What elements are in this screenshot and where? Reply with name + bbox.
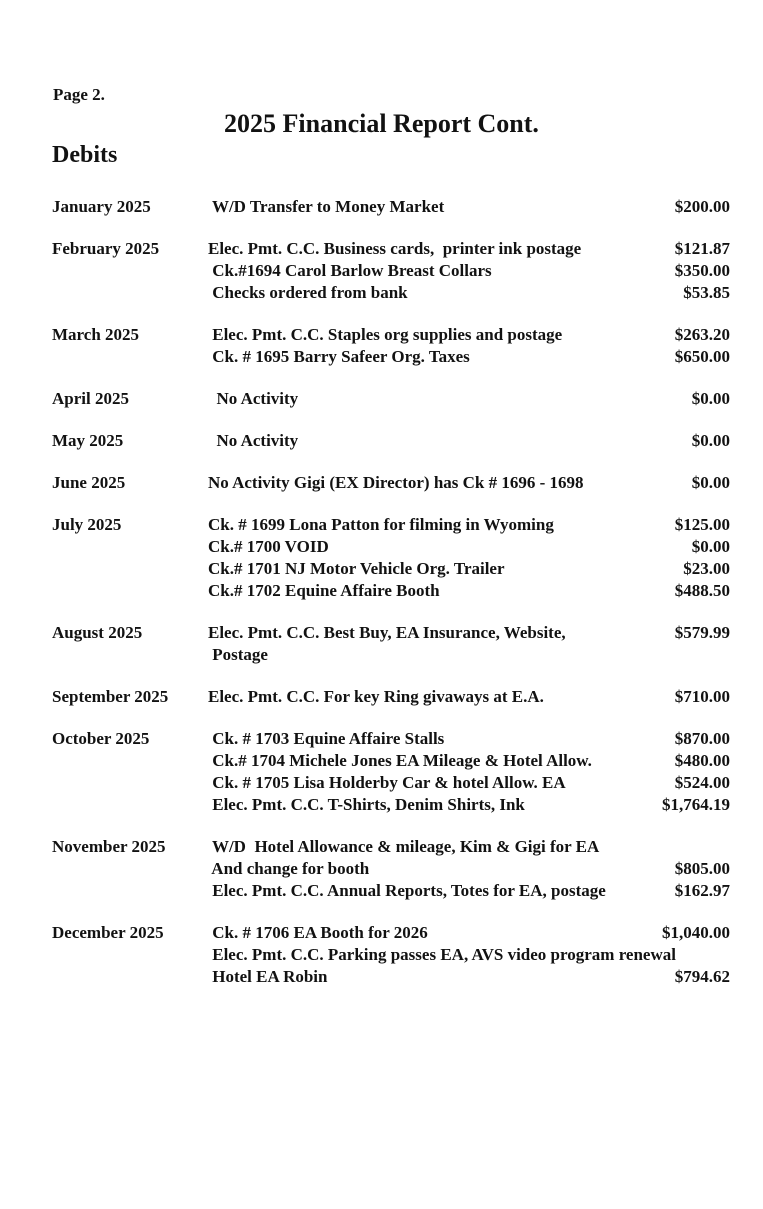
month-group <box>52 388 730 410</box>
month-rows <box>208 622 730 666</box>
month-group <box>52 514 730 602</box>
debit-amount: $0.00 <box>691 389 730 408</box>
month-group <box>52 686 730 708</box>
debit-amount: $650.00 <box>674 347 730 366</box>
debit-description: Hotel EA Robin <box>208 967 328 986</box>
month-group <box>52 622 730 666</box>
debit-row <box>208 728 730 750</box>
debit-amount: $23.00 <box>683 559 730 578</box>
debit-row <box>208 966 730 988</box>
month-rows <box>208 728 730 816</box>
debit-description: Ck.# 1704 Michele Jones EA Mileage & Hotel Allow. <box>208 751 592 770</box>
debit-amount: $0.00 <box>691 537 730 556</box>
month-label: July 2025 <box>52 515 122 534</box>
month-label: January 2025 <box>52 197 151 216</box>
debit-row <box>208 880 730 902</box>
debit-row <box>208 644 730 666</box>
month-label: May 2025 <box>52 431 124 450</box>
month-group <box>52 324 730 368</box>
debit-amount: $579.99 <box>674 623 730 642</box>
month-rows <box>208 472 730 494</box>
debit-amount: $53.85 <box>683 283 730 302</box>
debit-row <box>208 558 730 580</box>
debit-amount: $125.00 <box>674 515 730 534</box>
month-label: April 2025 <box>52 389 129 408</box>
debit-row <box>208 686 730 708</box>
debit-amount: $263.20 <box>674 325 730 344</box>
debit-description: Ck. # 1705 Lisa Holderby Car & hotel Allow. EA <box>208 773 566 792</box>
section-heading-debits: Debits <box>52 142 118 168</box>
month-rows <box>208 238 730 304</box>
debit-description: No Activity <box>208 431 299 450</box>
month-label: August 2025 <box>52 623 143 642</box>
page-number-label: Page 2. <box>53 85 105 104</box>
month-rows <box>208 922 730 988</box>
debit-amount: $488.50 <box>674 581 730 600</box>
month-rows <box>208 514 730 602</box>
month-rows <box>208 196 730 218</box>
page-title: 2025 Financial Report Cont. <box>224 109 539 138</box>
debit-amount: $350.00 <box>674 261 730 280</box>
debit-amount: $0.00 <box>691 473 730 492</box>
debit-description: Ck.#1694 Carol Barlow Breast Collars <box>208 261 492 280</box>
debit-description: Elec. Pmt. C.C. For key Ring givaways at E.A. <box>208 687 544 706</box>
month-label: June 2025 <box>52 473 126 492</box>
month-group <box>52 922 730 988</box>
debit-amount: $162.97 <box>674 881 730 900</box>
debit-row <box>208 196 730 218</box>
debit-row <box>208 536 730 558</box>
debit-row <box>208 472 730 494</box>
debit-amount: $200.00 <box>674 197 730 216</box>
month-label: October 2025 <box>52 729 150 748</box>
debit-amount: $0.00 <box>691 431 730 450</box>
debit-description: Elec. Pmt. C.C. Parking passes EA, AVS video program renewal <box>208 945 676 964</box>
debit-row <box>208 346 730 368</box>
month-label: November 2025 <box>52 837 166 856</box>
debits-entry-list <box>52 196 730 988</box>
debit-row <box>208 794 730 816</box>
month-label: March 2025 <box>52 325 140 344</box>
debit-description: Ck.# 1702 Equine Affaire Booth <box>208 581 440 600</box>
debit-row <box>208 622 730 644</box>
month-rows <box>208 686 730 708</box>
debit-row <box>208 514 730 536</box>
month-group <box>52 196 730 218</box>
debit-description: W/D Transfer to Money Market <box>208 197 445 216</box>
month-rows <box>208 430 730 452</box>
debit-description: No Activity Gigi (EX Director) has Ck # 1696 - 1698 <box>208 473 584 492</box>
month-group <box>52 728 730 816</box>
debit-row <box>208 238 730 260</box>
month-rows <box>208 324 730 368</box>
month-label: December 2025 <box>52 923 164 942</box>
debit-amount: $805.00 <box>674 859 730 878</box>
debit-description: Ck. # 1695 Barry Safeer Org. Taxes <box>208 347 470 366</box>
month-label: February 2025 <box>52 239 160 258</box>
debit-description: Ck. # 1699 Lona Patton for filming in Wyoming <box>208 515 554 534</box>
debit-row <box>208 580 730 602</box>
debit-description: Ck.# 1700 VOID <box>208 537 329 556</box>
debit-row <box>208 944 730 966</box>
debit-row <box>208 836 730 858</box>
debit-row <box>208 772 730 794</box>
debit-row <box>208 430 730 452</box>
debit-row <box>208 260 730 282</box>
debit-amount: $1,040.00 <box>662 923 730 942</box>
debit-row <box>208 388 730 410</box>
debit-description: W/D Hotel Allowance & mileage, Kim & Gigi for EA <box>208 837 600 856</box>
debit-amount: $1,764.19 <box>662 795 730 814</box>
debit-description: Elec. Pmt. C.C. Best Buy, EA Insurance, Website, <box>208 623 566 642</box>
debit-row <box>208 858 730 880</box>
debit-amount: $870.00 <box>674 729 730 748</box>
debit-row <box>208 282 730 304</box>
debit-description: Ck. # 1703 Equine Affaire Stalls <box>208 729 445 748</box>
debit-amount: $794.62 <box>674 967 730 986</box>
debit-description: Elec. Pmt. C.C. T-Shirts, Denim Shirts, Ink <box>208 795 525 814</box>
debit-description: And change for booth <box>208 859 370 878</box>
debit-description: Elec. Pmt. C.C. Business cards, printer ink postage <box>208 239 582 258</box>
debit-description: Checks ordered from bank <box>208 283 408 302</box>
debit-description: Elec. Pmt. C.C. Staples org supplies and postage <box>208 325 563 344</box>
debit-row <box>208 922 730 944</box>
debit-amount: $524.00 <box>674 773 730 792</box>
month-group <box>52 836 730 902</box>
debit-row <box>208 750 730 772</box>
debit-description: Elec. Pmt. C.C. Annual Reports, Totes for EA, postage <box>208 881 606 900</box>
month-rows <box>208 388 730 410</box>
debit-row <box>208 324 730 346</box>
debit-description: Ck.# 1701 NJ Motor Vehicle Org. Trailer <box>208 559 505 578</box>
month-group <box>52 430 730 452</box>
month-rows <box>208 836 730 902</box>
debit-amount: $121.87 <box>674 239 730 258</box>
debit-amount: $480.00 <box>674 751 730 770</box>
month-group <box>52 238 730 304</box>
month-label: September 2025 <box>52 687 169 706</box>
month-group <box>52 472 730 494</box>
debit-description: No Activity <box>208 389 299 408</box>
debit-amount: $710.00 <box>674 687 730 706</box>
debit-description: Ck. # 1706 EA Booth for 2026 <box>208 923 428 942</box>
debit-description: Postage <box>208 645 268 664</box>
